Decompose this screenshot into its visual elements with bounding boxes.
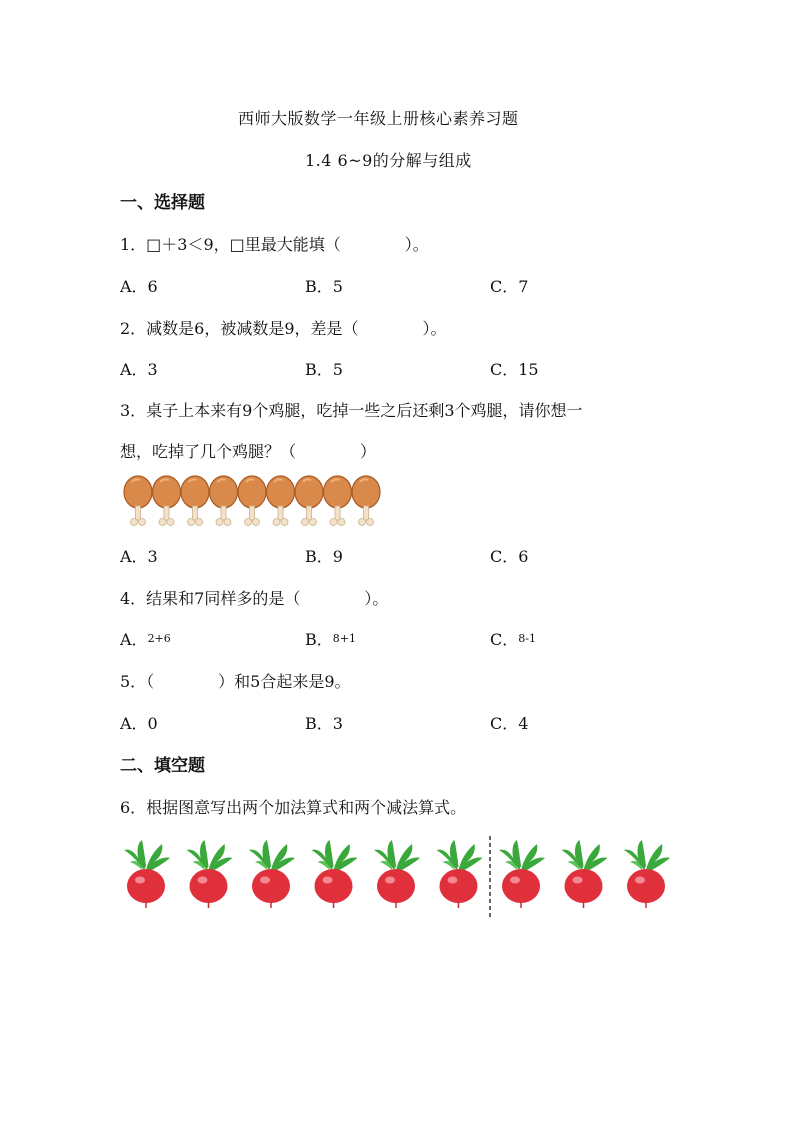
q4-option-a-expr: 2+6 [147, 632, 171, 645]
question-4: 4．结果和7同样多的是（ ）。 [120, 589, 389, 608]
drumstick-icon [153, 476, 181, 526]
q4-option-c-expr: 8-1 [518, 632, 536, 645]
q2-option-c[interactable]: C．15 [490, 360, 539, 379]
question-2: 2．减数是6，被减数是9，差是（ ）。 [120, 319, 447, 338]
drumstick-icon [295, 476, 323, 526]
q4-option-a[interactable] [120, 627, 171, 650]
q5-option-a[interactable]: A．0 [120, 714, 158, 733]
q1-option-c[interactable]: C．7 [490, 277, 529, 296]
q3-option-c[interactable]: C．6 [490, 547, 529, 566]
radish-icon [374, 840, 420, 908]
drumstick-icon [181, 476, 209, 526]
drumstick-icon [210, 476, 238, 526]
q4-option-c-label: C． [490, 630, 519, 649]
q3-option-a[interactable]: A．3 [120, 547, 158, 566]
drumstick-illustration [122, 474, 382, 530]
drumstick-icon [124, 476, 152, 526]
question-6: 6．根据图意写出两个加法算式和两个减法算式。 [120, 798, 467, 817]
radish-icon [249, 840, 295, 908]
q2-option-a[interactable]: A．3 [120, 360, 158, 379]
drumstick-group [122, 474, 382, 530]
radish-icon [624, 840, 670, 908]
radish-icon [437, 840, 483, 908]
drumstick-icon [324, 476, 352, 526]
doc-subtitle: 1.4 6~9的分解与组成 [305, 151, 472, 170]
drumstick-icon [267, 476, 295, 526]
drumstick-icon [352, 476, 380, 526]
q4-option-c[interactable] [490, 627, 536, 650]
q2-option-b[interactable]: B．5 [305, 360, 343, 379]
q1-option-b[interactable]: B．5 [305, 277, 343, 296]
q5-option-b[interactable]: B．3 [305, 714, 343, 733]
section-heading-fill: 二、填空题 [120, 756, 205, 776]
drumstick-icon [238, 476, 266, 526]
q3-option-b[interactable]: B．9 [305, 547, 343, 566]
q4-option-b-expr: 8+1 [332, 632, 356, 645]
q1-option-a[interactable]: A．6 [120, 277, 158, 296]
radish-icon [312, 840, 358, 908]
radish-group [118, 836, 678, 920]
q4-option-b[interactable] [305, 627, 356, 650]
radish-icon [124, 840, 170, 908]
q4-option-b-label: B． [305, 630, 333, 649]
q4-option-a-label: A． [120, 630, 148, 649]
radish-icon [187, 840, 233, 908]
question-3-line-1: 3．桌子上本来有9个鸡腿，吃掉一些之后还剩3个鸡腿，请你想一 [120, 401, 583, 420]
question-3-line-2: 想，吃掉了几个鸡腿？（ ） [120, 442, 377, 461]
radish-illustration [118, 836, 678, 920]
section-heading-choice: 一、选择题 [120, 193, 205, 213]
question-5: 5．（ ）和5合起来是9。 [120, 672, 351, 691]
doc-title: 西师大版数学一年级上册核心素养习题 [238, 109, 519, 128]
q5-option-c[interactable]: C．4 [490, 714, 529, 733]
radish-icon [562, 840, 608, 908]
question-1: 1．□＋3＜9，□里最大能填（ ）。 [120, 235, 429, 254]
radish-icon [499, 840, 545, 908]
